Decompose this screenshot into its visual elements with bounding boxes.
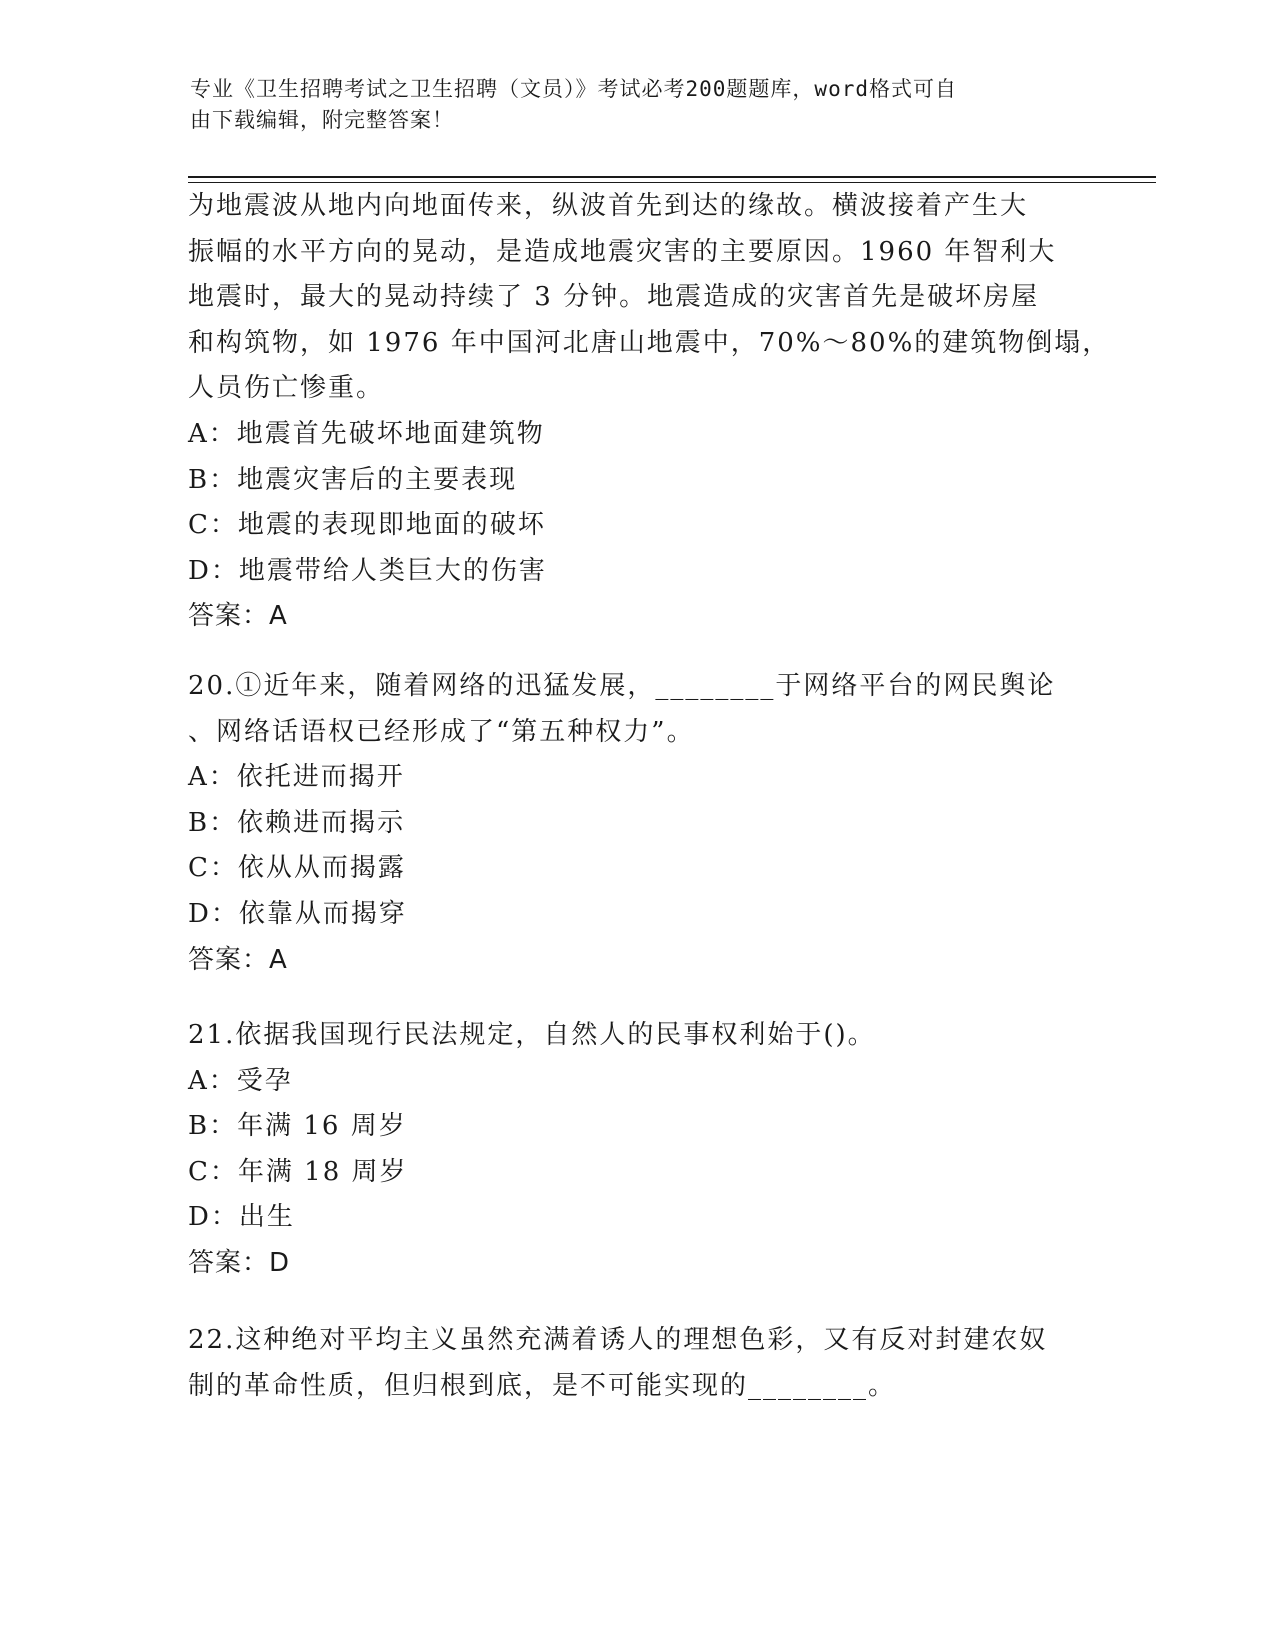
- answer-line: 答案：A: [188, 944, 288, 975]
- option-a: A：地震首先破坏地面建筑物: [188, 418, 545, 449]
- option-d: D：地震带给人类巨大的伤害: [188, 555, 547, 586]
- question-22: [188, 1318, 1068, 1409]
- option-d: D：依靠从而揭穿: [188, 898, 407, 929]
- option-b: B：年满 16 周岁: [188, 1111, 407, 1142]
- document-header: [190, 74, 1080, 136]
- question-text-line: 22.这种绝对平均主义虽然充满着诱人的理想色彩，又有反对封建农奴: [188, 1325, 1048, 1355]
- option-c: C：地震的表现即地面的破坏: [188, 510, 546, 541]
- question-text-line: 为地震波从地内向地面传来，纵波首先到达的缘故。横波接着产生大: [188, 191, 1029, 221]
- question-20: [188, 664, 1068, 983]
- option-c: C：依从从而揭露: [188, 853, 406, 884]
- header-divider-thick: [188, 176, 1156, 178]
- question-text-line: 制的革命性质，但归根到底，是不可能实现的________。: [188, 1370, 897, 1401]
- option-a: A：受孕: [188, 1065, 293, 1096]
- question-text-line: 、网络话语权已经形成了“第五种权力”。: [188, 716, 695, 747]
- question-text-line: 20.①近年来，随着网络的迅猛发展，________于网络平台的网民舆论: [188, 671, 1056, 701]
- answer-line: 答案：D: [188, 1247, 291, 1278]
- header-divider-thin: [188, 182, 1156, 183]
- option-a: A：依托进而揭开: [188, 762, 405, 793]
- answer-line: 答案：A: [188, 601, 288, 632]
- question-19-tail: [188, 184, 1111, 640]
- option-b: B：地震灾害后的主要表现: [188, 464, 518, 495]
- option-c: C：年满 18 周岁: [188, 1156, 408, 1187]
- option-b: B：依赖进而揭示: [188, 807, 406, 838]
- header-line-2: 由下载编辑，附完整答案！: [190, 108, 454, 132]
- question-21: [188, 1013, 1068, 1287]
- question-text-line: 振幅的水平方向的晃动，是造成地震灾害的主要原因。1960 年智利大: [188, 236, 1057, 267]
- question-text-line: 21.依据我国现行民法规定，自然人的民事权利始于()。: [188, 1020, 876, 1050]
- question-text-line: 人员伤亡惨重。: [188, 373, 385, 404]
- question-text-line: 和构筑物，如 1976 年中国河北唐山地震中，70%～80%的建筑物倒塌，: [188, 327, 1111, 358]
- header-line-1: 专业《卫生招聘考试之卫生招聘（文员）》考试必考200题题库，word格式可自: [190, 77, 957, 101]
- option-d: D：出生: [188, 1202, 295, 1233]
- question-text-line: 地震时，最大的晃动持续了 3 分钟。地震造成的灾害首先是破坏房屋: [188, 282, 1040, 313]
